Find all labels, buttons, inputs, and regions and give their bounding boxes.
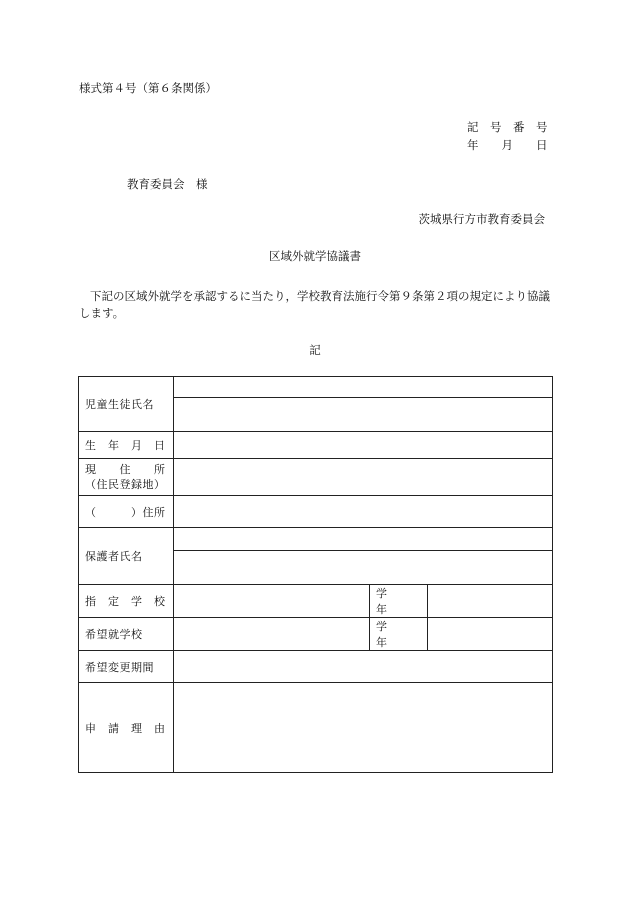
desired-school-row	[79, 618, 553, 651]
reason-text: 申 請 理 由	[85, 721, 166, 735]
change-period-field[interactable]	[174, 651, 553, 683]
body-text	[79, 288, 554, 322]
student-name-field[interactable]	[174, 398, 553, 432]
designated-grade-text: 学 年	[376, 587, 420, 616]
desired-grade-text: 学 年	[376, 620, 420, 649]
designated-grade-field[interactable]	[428, 585, 553, 618]
student-name-label	[79, 377, 174, 432]
ki-heading: 記	[309, 343, 321, 357]
birth-date-field[interactable]	[174, 432, 553, 459]
designated-school-row	[79, 585, 553, 618]
birth-date-label	[79, 432, 174, 459]
current-address-label	[79, 459, 174, 496]
designated-school-text: 指 定 学 校	[85, 595, 166, 608]
guardian-name-kana-field[interactable]	[174, 528, 553, 551]
record-number-label: 記 号 番 号	[467, 120, 548, 134]
desired-grade-label	[370, 618, 428, 651]
desired-grade-field[interactable]	[428, 618, 553, 651]
designated-school-field[interactable]	[174, 585, 370, 618]
desired-school-text: 希望就学校	[85, 628, 143, 641]
agreement-form-table	[78, 376, 553, 773]
current-address-line2: （住民登録地）	[85, 478, 166, 491]
birth-date-row	[79, 432, 553, 459]
designated-grade-label	[370, 585, 428, 618]
reason-row	[79, 683, 553, 773]
guardian-row-1	[79, 528, 553, 551]
other-address-row	[79, 496, 553, 528]
student-name-text: 児童生徒氏名	[85, 398, 154, 411]
current-address-row	[79, 459, 553, 496]
reason-label	[79, 683, 174, 773]
other-address-label	[79, 496, 174, 528]
guardian-name-field[interactable]	[174, 551, 553, 585]
change-period-row	[79, 651, 553, 683]
guardian-name-text: 保護者氏名	[85, 550, 143, 563]
student-name-row-1	[79, 377, 553, 398]
guardian-name-label	[79, 528, 174, 585]
body-sentence: 下記の区域外就学を承認するに当たり，学校教育法施行令第９条第２項の規定により協議します。	[79, 289, 550, 320]
date-line: 年 月 日	[467, 138, 548, 152]
current-address-field[interactable]	[174, 459, 553, 496]
addressee: 教育委員会 様	[127, 177, 208, 191]
change-period-text: 希望変更期間	[85, 660, 154, 674]
form-number: 様式第４号（第６条関係）	[79, 81, 217, 95]
desired-school-label	[79, 618, 174, 651]
issuer: 茨城県行方市教育委員会	[418, 212, 545, 226]
birth-date-text: 生 年 月 日	[85, 439, 166, 452]
reason-field[interactable]	[174, 683, 553, 773]
current-address-line1: 現 住 所	[85, 463, 166, 476]
other-address-field[interactable]	[174, 496, 553, 528]
other-address-text: （ ）住所	[85, 505, 166, 519]
designated-school-label	[79, 585, 174, 618]
student-name-kana-field[interactable]	[174, 377, 553, 398]
desired-school-field[interactable]	[174, 618, 370, 651]
document-title: 区域外就学協議書	[269, 249, 361, 263]
change-period-label	[79, 651, 174, 683]
